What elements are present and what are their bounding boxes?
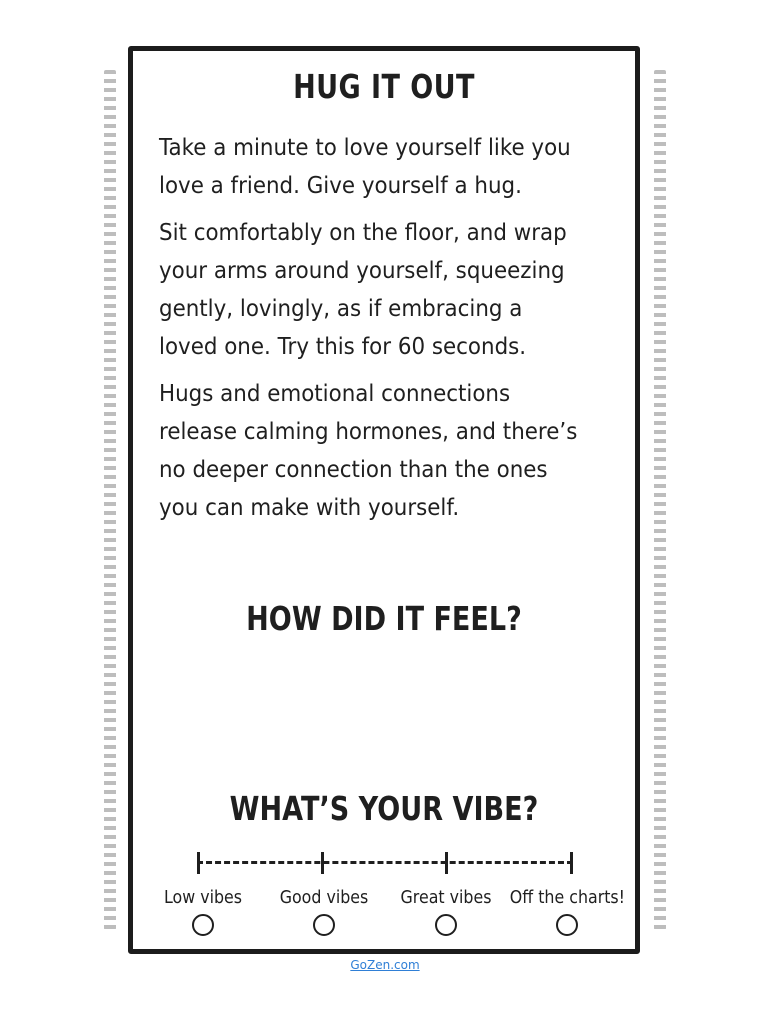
vibe-scale	[197, 852, 573, 874]
card-title: HUG IT OUT	[293, 67, 475, 106]
paragraph-intro: Take a minute to love yourself like you love a friend. Give yourself a hug.	[159, 135, 571, 199]
vibe-scale-tick	[321, 852, 324, 874]
vibe-option-label: Great vibes	[400, 887, 492, 908]
vibe-scale-line	[197, 861, 573, 864]
footer	[0, 958, 770, 972]
right-dashed-border	[654, 70, 666, 930]
left-dashed-border	[104, 70, 116, 930]
card-body	[159, 129, 585, 536]
vibe-option-off-the-charts[interactable]	[502, 887, 632, 936]
vibe-option-low[interactable]	[138, 887, 268, 936]
vibe-option-label: Low vibes	[163, 887, 243, 908]
vibe-option-label: Good vibes	[279, 887, 369, 908]
vibe-option-great[interactable]	[381, 887, 511, 936]
paragraph-instructions: Sit comfortably on the floor, and wrap your arms around yourself, squeezing gently, lovingly, as if embracing a loved one. Try this for 60 seconds.	[159, 220, 567, 360]
activity-card	[128, 46, 640, 954]
feel-heading: HOW DID IT FEEL?	[246, 599, 522, 638]
vibe-radio-great[interactable]	[435, 914, 457, 936]
paragraph-explanation: Hugs and emotional connections release calming hormones, and there’s no deeper connection than the ones you can make with yourself.	[159, 381, 578, 521]
vibe-radio-off-the-charts[interactable]	[556, 914, 578, 936]
gozen-link[interactable]: GoZen.com	[350, 958, 420, 972]
vibe-heading: WHAT’S YOUR VIBE?	[229, 789, 539, 828]
vibe-radio-low[interactable]	[192, 914, 214, 936]
vibe-option-good[interactable]	[259, 887, 389, 936]
vibe-scale-tick	[445, 852, 448, 874]
vibe-option-label: Off the charts!	[509, 887, 626, 908]
vibe-radio-good[interactable]	[313, 914, 335, 936]
vibe-scale-tick	[197, 852, 200, 874]
vibe-scale-tick	[570, 852, 573, 874]
